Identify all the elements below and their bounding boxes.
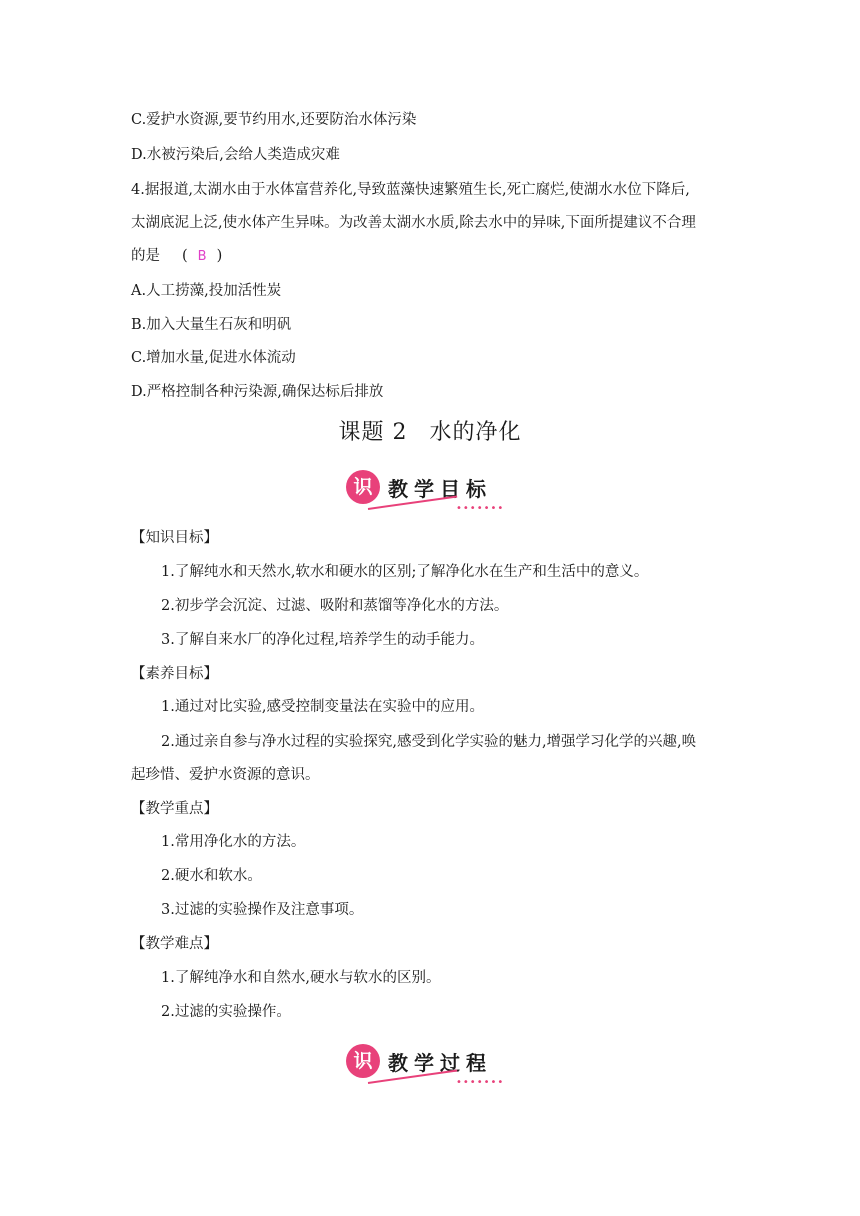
banner-dots: ••••••• — [456, 1077, 505, 1088]
option-c: C.增加水量,促进水体流动 — [131, 350, 296, 366]
section-item: 3.了解自来水厂的净化过程,培养学生的动手能力。 — [161, 632, 484, 648]
option-d-prev: D.水被污染后,会给人类造成灾难 — [131, 147, 340, 163]
section-item: 2.过滤的实验操作。 — [161, 1004, 291, 1020]
lesson-number: 课题 2 — [338, 420, 408, 445]
section-item: 2.通过亲自参与净水过程的实验探究,感受到化学实验的魅力,增强学习化学的兴趣,唤 — [161, 734, 697, 750]
paren-open: ( — [182, 248, 188, 264]
section-item: 2.硬水和软水。 — [161, 868, 262, 884]
question-4-line2: 太湖底泥上泛,使水体产生异味。为改善太湖水水质,除去水中的异味,下面所提建议不合理 — [131, 215, 696, 231]
banner-dots: ••••••• — [456, 503, 505, 514]
answer-bracket — [182, 246, 222, 267]
option-b: B.加入大量生石灰和明矾 — [131, 317, 292, 333]
section-item: 3.过滤的实验操作及注意事项。 — [161, 902, 364, 918]
question-4-line1: 4.据报道,太湖水由于水体富营养化,导致蓝藻快速繁殖生长,死亡腐烂,使湖水水位下降后, — [131, 182, 690, 198]
answer-text: B — [197, 249, 207, 264]
section-item: 1.了解纯净水和自然水,硬水与软水的区别。 — [161, 970, 441, 986]
section-item: 1.了解纯水和天然水,软水和硬水的区别;了解净化水在生产和生活中的意义。 — [161, 564, 649, 580]
section-heading: 【素养目标】 — [131, 666, 218, 682]
section-item: 2.初步学会沉淀、过滤、吸附和蒸馏等净化水的方法。 — [161, 598, 509, 614]
paren-close: ) — [216, 248, 223, 264]
section-item: 1.常用净化水的方法。 — [161, 834, 306, 850]
option-c-prev: C.爱护水资源,要节约用水,还要防治水体污染 — [131, 112, 417, 128]
section-heading: 【教学重点】 — [131, 801, 218, 817]
question-4-stem-end: 的是 — [131, 248, 160, 264]
section-item: 1.通过对比实验,感受控制变量法在实验中的应用。 — [161, 699, 484, 715]
banner-title: 教学目标 — [388, 477, 492, 501]
teaching-goals-banner — [346, 470, 516, 512]
teaching-process-banner — [346, 1044, 516, 1086]
knowledge-badge-icon: 识 — [346, 470, 380, 504]
lesson-name: 水的净化 — [429, 420, 522, 445]
section-heading: 【知识目标】 — [131, 530, 218, 546]
option-a: A.人工捞藻,投加活性炭 — [131, 283, 282, 299]
question-4-line3 — [131, 246, 222, 267]
option-d: D.严格控制各种污染源,确保达标后排放 — [131, 384, 384, 400]
lesson-title — [0, 418, 860, 448]
knowledge-badge-icon: 识 — [346, 1044, 380, 1078]
section-item-continued: 起珍惜、爱护水资源的意识。 — [131, 767, 320, 783]
banner-title: 教学过程 — [388, 1051, 492, 1075]
section-heading: 【教学难点】 — [131, 936, 218, 952]
